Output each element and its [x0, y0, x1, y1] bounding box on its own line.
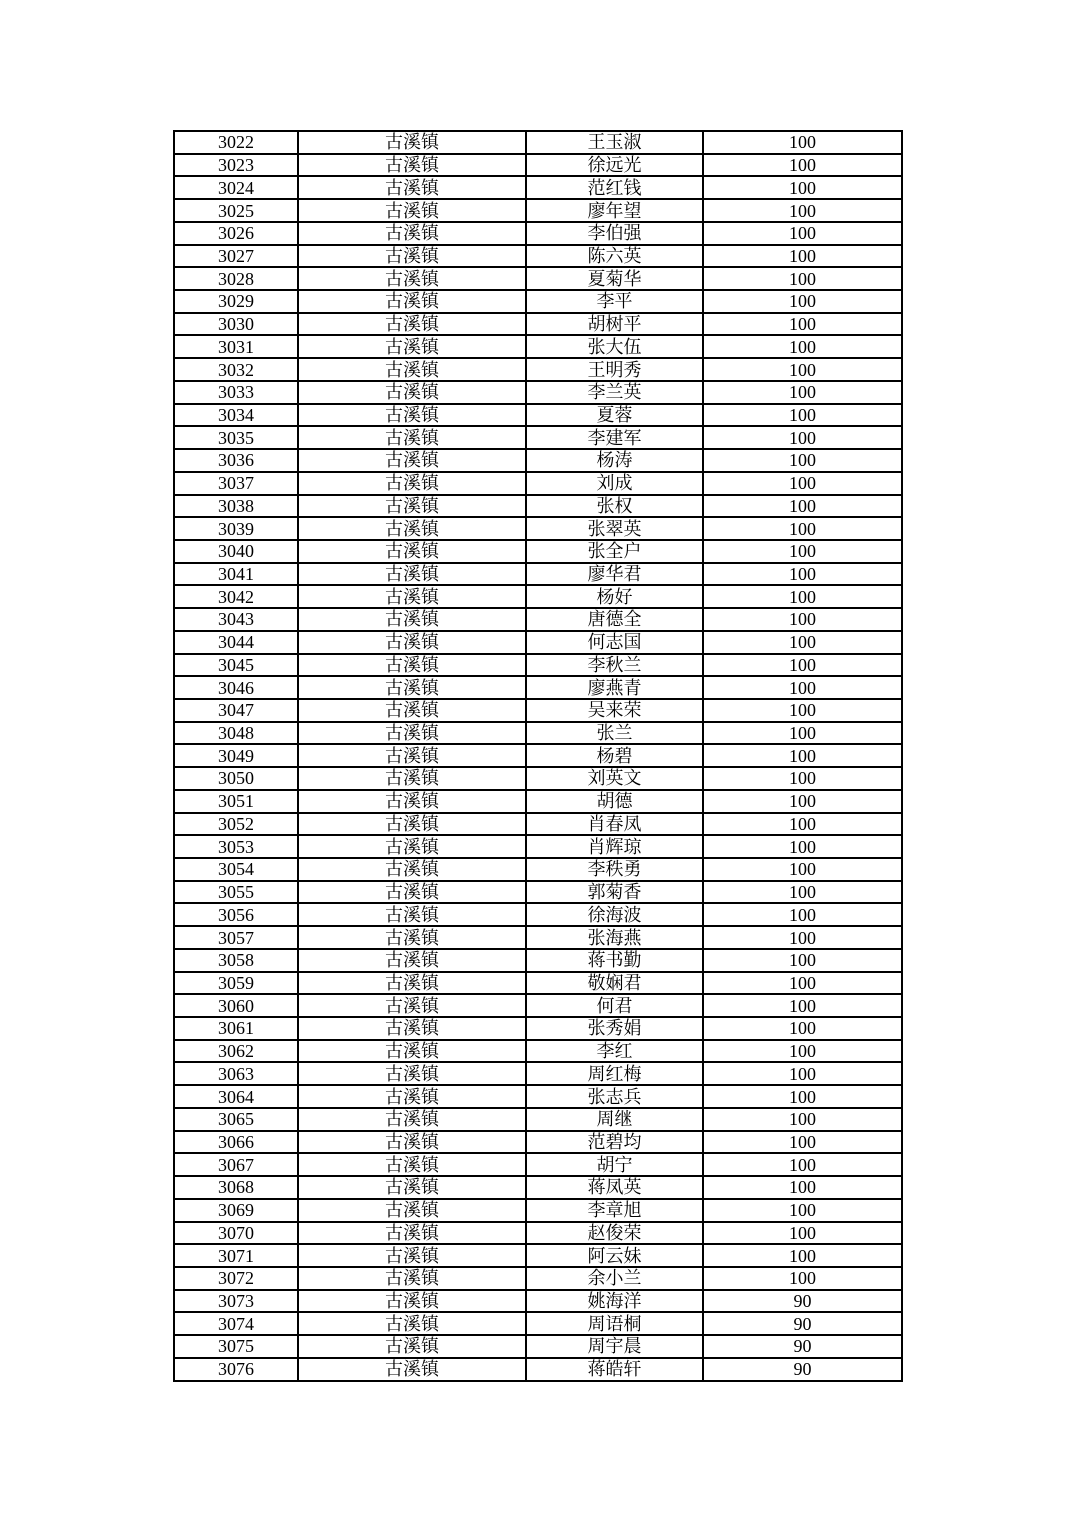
town-cell: 古溪镇 [298, 426, 526, 449]
score-cell: 100 [703, 1222, 902, 1245]
town-cell: 古溪镇 [298, 1108, 526, 1131]
person-name-cell: 赵俊荣 [526, 1222, 703, 1245]
person-name-cell: 李兰英 [526, 381, 703, 404]
serial-number-cell: 3054 [174, 858, 298, 881]
town-cell: 古溪镇 [298, 290, 526, 313]
town-cell: 古溪镇 [298, 381, 526, 404]
serial-number-cell: 3027 [174, 245, 298, 268]
table-row [174, 540, 902, 563]
person-name-cell: 何志国 [526, 631, 703, 654]
person-name-cell: 胡树平 [526, 313, 703, 336]
serial-number-cell: 3035 [174, 426, 298, 449]
score-cell: 100 [703, 1062, 902, 1085]
score-cell: 100 [703, 404, 902, 427]
person-name-cell: 张秀娟 [526, 1017, 703, 1040]
person-name-cell: 张志兵 [526, 1085, 703, 1108]
score-cell: 90 [703, 1358, 902, 1381]
person-name-cell: 李章旭 [526, 1199, 703, 1222]
serial-number-cell: 3046 [174, 676, 298, 699]
score-cell: 100 [703, 267, 902, 290]
serial-number-cell: 3045 [174, 654, 298, 677]
serial-number-cell: 3068 [174, 1176, 298, 1199]
town-cell: 古溪镇 [298, 1085, 526, 1108]
person-name-cell: 夏菊华 [526, 267, 703, 290]
table-row [174, 1222, 902, 1245]
person-name-cell: 王明秀 [526, 358, 703, 381]
person-name-cell: 蒋皓轩 [526, 1358, 703, 1381]
score-cell: 100 [703, 744, 902, 767]
town-cell: 古溪镇 [298, 449, 526, 472]
serial-number-cell: 3071 [174, 1244, 298, 1267]
person-name-cell: 刘英文 [526, 767, 703, 790]
serial-number-cell: 3076 [174, 1358, 298, 1381]
serial-number-cell: 3064 [174, 1085, 298, 1108]
town-cell: 古溪镇 [298, 1244, 526, 1267]
score-cell: 100 [703, 381, 902, 404]
town-cell: 古溪镇 [298, 1040, 526, 1063]
town-cell: 古溪镇 [298, 1176, 526, 1199]
score-cell: 100 [703, 1267, 902, 1290]
town-cell: 古溪镇 [298, 517, 526, 540]
person-name-cell: 廖华君 [526, 563, 703, 586]
serial-number-cell: 3041 [174, 563, 298, 586]
town-cell: 古溪镇 [298, 1199, 526, 1222]
table-row [174, 631, 902, 654]
serial-number-cell: 3024 [174, 176, 298, 199]
town-cell: 古溪镇 [298, 154, 526, 177]
table-row [174, 676, 902, 699]
serial-number-cell: 3053 [174, 835, 298, 858]
score-table [173, 130, 903, 1382]
score-cell: 100 [703, 222, 902, 245]
town-cell: 古溪镇 [298, 1335, 526, 1358]
person-name-cell: 周宇晨 [526, 1335, 703, 1358]
person-name-cell: 范碧均 [526, 1131, 703, 1154]
town-cell: 古溪镇 [298, 358, 526, 381]
table-row [174, 154, 902, 177]
town-cell: 古溪镇 [298, 676, 526, 699]
serial-number-cell: 3059 [174, 972, 298, 995]
score-cell: 100 [703, 835, 902, 858]
score-cell: 100 [703, 1085, 902, 1108]
table-row [174, 1085, 902, 1108]
town-cell: 古溪镇 [298, 972, 526, 995]
score-cell: 100 [703, 540, 902, 563]
person-name-cell: 张翠英 [526, 517, 703, 540]
table-row [174, 245, 902, 268]
table-row [174, 585, 902, 608]
score-cell: 100 [703, 517, 902, 540]
table-row [174, 290, 902, 313]
town-cell: 古溪镇 [298, 744, 526, 767]
town-cell: 古溪镇 [298, 722, 526, 745]
town-cell: 古溪镇 [298, 858, 526, 881]
table-row [174, 335, 902, 358]
serial-number-cell: 3069 [174, 1199, 298, 1222]
person-name-cell: 吴来荣 [526, 699, 703, 722]
table-row [174, 813, 902, 836]
serial-number-cell: 3033 [174, 381, 298, 404]
town-cell: 古溪镇 [298, 949, 526, 972]
table-row [174, 1312, 902, 1335]
serial-number-cell: 3047 [174, 699, 298, 722]
town-cell: 古溪镇 [298, 267, 526, 290]
person-name-cell: 张全户 [526, 540, 703, 563]
serial-number-cell: 3048 [174, 722, 298, 745]
score-cell: 100 [703, 1131, 902, 1154]
table-row [174, 699, 902, 722]
serial-number-cell: 3050 [174, 767, 298, 790]
score-cell: 90 [703, 1290, 902, 1313]
serial-number-cell: 3039 [174, 517, 298, 540]
person-name-cell: 徐海波 [526, 903, 703, 926]
person-name-cell: 杨好 [526, 585, 703, 608]
person-name-cell: 刘成 [526, 472, 703, 495]
table-row [174, 1108, 902, 1131]
serial-number-cell: 3049 [174, 744, 298, 767]
table-row [174, 404, 902, 427]
person-name-cell: 陈六英 [526, 245, 703, 268]
serial-number-cell: 3073 [174, 1290, 298, 1313]
person-name-cell: 肖春凤 [526, 813, 703, 836]
score-cell: 100 [703, 631, 902, 654]
table-row [174, 176, 902, 199]
table-row [174, 381, 902, 404]
town-cell: 古溪镇 [298, 631, 526, 654]
serial-number-cell: 3023 [174, 154, 298, 177]
table-row [174, 1358, 902, 1381]
serial-number-cell: 3074 [174, 1312, 298, 1335]
table-row [174, 1335, 902, 1358]
serial-number-cell: 3065 [174, 1108, 298, 1131]
person-name-cell: 范红钱 [526, 176, 703, 199]
table-row [174, 858, 902, 881]
town-cell: 古溪镇 [298, 222, 526, 245]
town-cell: 古溪镇 [298, 881, 526, 904]
serial-number-cell: 3038 [174, 495, 298, 518]
town-cell: 古溪镇 [298, 994, 526, 1017]
person-name-cell: 徐远光 [526, 154, 703, 177]
table-row [174, 199, 902, 222]
table-row [174, 517, 902, 540]
town-cell: 古溪镇 [298, 1290, 526, 1313]
table-row [174, 495, 902, 518]
serial-number-cell: 3028 [174, 267, 298, 290]
score-cell: 100 [703, 176, 902, 199]
person-name-cell: 夏蓉 [526, 404, 703, 427]
table-row [174, 1267, 902, 1290]
person-name-cell: 廖年望 [526, 199, 703, 222]
town-cell: 古溪镇 [298, 608, 526, 631]
person-name-cell: 张权 [526, 495, 703, 518]
person-name-cell: 何君 [526, 994, 703, 1017]
table-row [174, 1040, 902, 1063]
table-row [174, 1290, 902, 1313]
town-cell: 古溪镇 [298, 654, 526, 677]
person-name-cell: 余小兰 [526, 1267, 703, 1290]
table-row [174, 1131, 902, 1154]
table-row [174, 1062, 902, 1085]
score-cell: 100 [703, 585, 902, 608]
table-row [174, 835, 902, 858]
serial-number-cell: 3060 [174, 994, 298, 1017]
person-name-cell: 胡宁 [526, 1153, 703, 1176]
serial-number-cell: 3040 [174, 540, 298, 563]
table-row [174, 1176, 902, 1199]
person-name-cell: 李红 [526, 1040, 703, 1063]
table-row [174, 1153, 902, 1176]
person-name-cell: 李秩勇 [526, 858, 703, 881]
town-cell: 古溪镇 [298, 835, 526, 858]
score-cell: 100 [703, 290, 902, 313]
serial-number-cell: 3030 [174, 313, 298, 336]
score-cell: 100 [703, 154, 902, 177]
table-row [174, 903, 902, 926]
table-row [174, 563, 902, 586]
serial-number-cell: 3067 [174, 1153, 298, 1176]
score-cell: 100 [703, 335, 902, 358]
score-cell: 100 [703, 495, 902, 518]
score-cell: 100 [703, 813, 902, 836]
person-name-cell: 周红梅 [526, 1062, 703, 1085]
table-row [174, 926, 902, 949]
score-cell: 100 [703, 790, 902, 813]
score-cell: 100 [703, 1017, 902, 1040]
serial-number-cell: 3056 [174, 903, 298, 926]
person-name-cell: 胡德 [526, 790, 703, 813]
table-row [174, 358, 902, 381]
serial-number-cell: 3044 [174, 631, 298, 654]
town-cell: 古溪镇 [298, 699, 526, 722]
person-name-cell: 李秋兰 [526, 654, 703, 677]
serial-number-cell: 3026 [174, 222, 298, 245]
person-name-cell: 李平 [526, 290, 703, 313]
town-cell: 古溪镇 [298, 313, 526, 336]
town-cell: 古溪镇 [298, 1312, 526, 1335]
person-name-cell: 张兰 [526, 722, 703, 745]
person-name-cell: 张大伍 [526, 335, 703, 358]
person-name-cell: 蒋书勤 [526, 949, 703, 972]
town-cell: 古溪镇 [298, 585, 526, 608]
town-cell: 古溪镇 [298, 1267, 526, 1290]
score-cell: 90 [703, 1335, 902, 1358]
table-row [174, 790, 902, 813]
serial-number-cell: 3061 [174, 1017, 298, 1040]
serial-number-cell: 3037 [174, 472, 298, 495]
table-row [174, 426, 902, 449]
serial-number-cell: 3034 [174, 404, 298, 427]
town-cell: 古溪镇 [298, 926, 526, 949]
score-cell: 100 [703, 858, 902, 881]
serial-number-cell: 3066 [174, 1131, 298, 1154]
town-cell: 古溪镇 [298, 767, 526, 790]
person-name-cell: 王玉淑 [526, 131, 703, 154]
serial-number-cell: 3052 [174, 813, 298, 836]
town-cell: 古溪镇 [298, 540, 526, 563]
table-row [174, 654, 902, 677]
town-cell: 古溪镇 [298, 131, 526, 154]
town-cell: 古溪镇 [298, 404, 526, 427]
score-table-body [174, 131, 902, 1381]
table-row [174, 881, 902, 904]
score-cell: 100 [703, 654, 902, 677]
town-cell: 古溪镇 [298, 1062, 526, 1085]
table-row [174, 313, 902, 336]
town-cell: 古溪镇 [298, 790, 526, 813]
score-cell: 100 [703, 1176, 902, 1199]
score-cell: 100 [703, 245, 902, 268]
serial-number-cell: 3063 [174, 1062, 298, 1085]
serial-number-cell: 3057 [174, 926, 298, 949]
person-name-cell: 杨涛 [526, 449, 703, 472]
person-name-cell: 敬娴君 [526, 972, 703, 995]
serial-number-cell: 3043 [174, 608, 298, 631]
serial-number-cell: 3055 [174, 881, 298, 904]
person-name-cell: 姚海洋 [526, 1290, 703, 1313]
score-cell: 100 [703, 676, 902, 699]
person-name-cell: 李伯强 [526, 222, 703, 245]
score-cell: 100 [703, 199, 902, 222]
score-cell: 90 [703, 1312, 902, 1335]
score-cell: 100 [703, 1153, 902, 1176]
town-cell: 古溪镇 [298, 1017, 526, 1040]
table-row [174, 1244, 902, 1267]
town-cell: 古溪镇 [298, 563, 526, 586]
table-row [174, 131, 902, 154]
town-cell: 古溪镇 [298, 335, 526, 358]
score-cell: 100 [703, 903, 902, 926]
serial-number-cell: 3025 [174, 199, 298, 222]
score-cell: 100 [703, 767, 902, 790]
serial-number-cell: 3072 [174, 1267, 298, 1290]
table-row [174, 472, 902, 495]
person-name-cell: 杨碧 [526, 744, 703, 767]
person-name-cell: 郭菊香 [526, 881, 703, 904]
person-name-cell: 阿云妹 [526, 1244, 703, 1267]
person-name-cell: 李建军 [526, 426, 703, 449]
person-name-cell: 廖燕青 [526, 676, 703, 699]
serial-number-cell: 3032 [174, 358, 298, 381]
score-cell: 100 [703, 313, 902, 336]
table-row [174, 722, 902, 745]
town-cell: 古溪镇 [298, 472, 526, 495]
serial-number-cell: 3022 [174, 131, 298, 154]
table-row [174, 1017, 902, 1040]
table-row [174, 949, 902, 972]
person-name-cell: 张海燕 [526, 926, 703, 949]
score-cell: 100 [703, 949, 902, 972]
score-cell: 100 [703, 699, 902, 722]
serial-number-cell: 3058 [174, 949, 298, 972]
table-row [174, 608, 902, 631]
person-name-cell: 蒋凤英 [526, 1176, 703, 1199]
town-cell: 古溪镇 [298, 1358, 526, 1381]
table-row [174, 449, 902, 472]
score-cell: 100 [703, 1244, 902, 1267]
serial-number-cell: 3036 [174, 449, 298, 472]
score-cell: 100 [703, 926, 902, 949]
table-row [174, 744, 902, 767]
score-cell: 100 [703, 472, 902, 495]
table-row [174, 767, 902, 790]
serial-number-cell: 3051 [174, 790, 298, 813]
table-row [174, 994, 902, 1017]
serial-number-cell: 3031 [174, 335, 298, 358]
score-cell: 100 [703, 608, 902, 631]
table-row [174, 972, 902, 995]
town-cell: 古溪镇 [298, 1153, 526, 1176]
town-cell: 古溪镇 [298, 1222, 526, 1245]
serial-number-cell: 3075 [174, 1335, 298, 1358]
town-cell: 古溪镇 [298, 1131, 526, 1154]
table-row [174, 222, 902, 245]
person-name-cell: 周语桐 [526, 1312, 703, 1335]
score-cell: 100 [703, 1108, 902, 1131]
serial-number-cell: 3042 [174, 585, 298, 608]
person-name-cell: 肖辉琼 [526, 835, 703, 858]
score-cell: 100 [703, 358, 902, 381]
score-cell: 100 [703, 1040, 902, 1063]
score-cell: 100 [703, 972, 902, 995]
serial-number-cell: 3070 [174, 1222, 298, 1245]
score-cell: 100 [703, 449, 902, 472]
serial-number-cell: 3029 [174, 290, 298, 313]
town-cell: 古溪镇 [298, 176, 526, 199]
score-cell: 100 [703, 131, 902, 154]
serial-number-cell: 3062 [174, 1040, 298, 1063]
person-name-cell: 唐德全 [526, 608, 703, 631]
score-cell: 100 [703, 563, 902, 586]
score-cell: 100 [703, 994, 902, 1017]
town-cell: 古溪镇 [298, 813, 526, 836]
score-cell: 100 [703, 1199, 902, 1222]
table-row [174, 267, 902, 290]
person-name-cell: 周继 [526, 1108, 703, 1131]
table-row [174, 1199, 902, 1222]
score-cell: 100 [703, 881, 902, 904]
town-cell: 古溪镇 [298, 245, 526, 268]
town-cell: 古溪镇 [298, 903, 526, 926]
town-cell: 古溪镇 [298, 495, 526, 518]
town-cell: 古溪镇 [298, 199, 526, 222]
score-cell: 100 [703, 722, 902, 745]
score-cell: 100 [703, 426, 902, 449]
